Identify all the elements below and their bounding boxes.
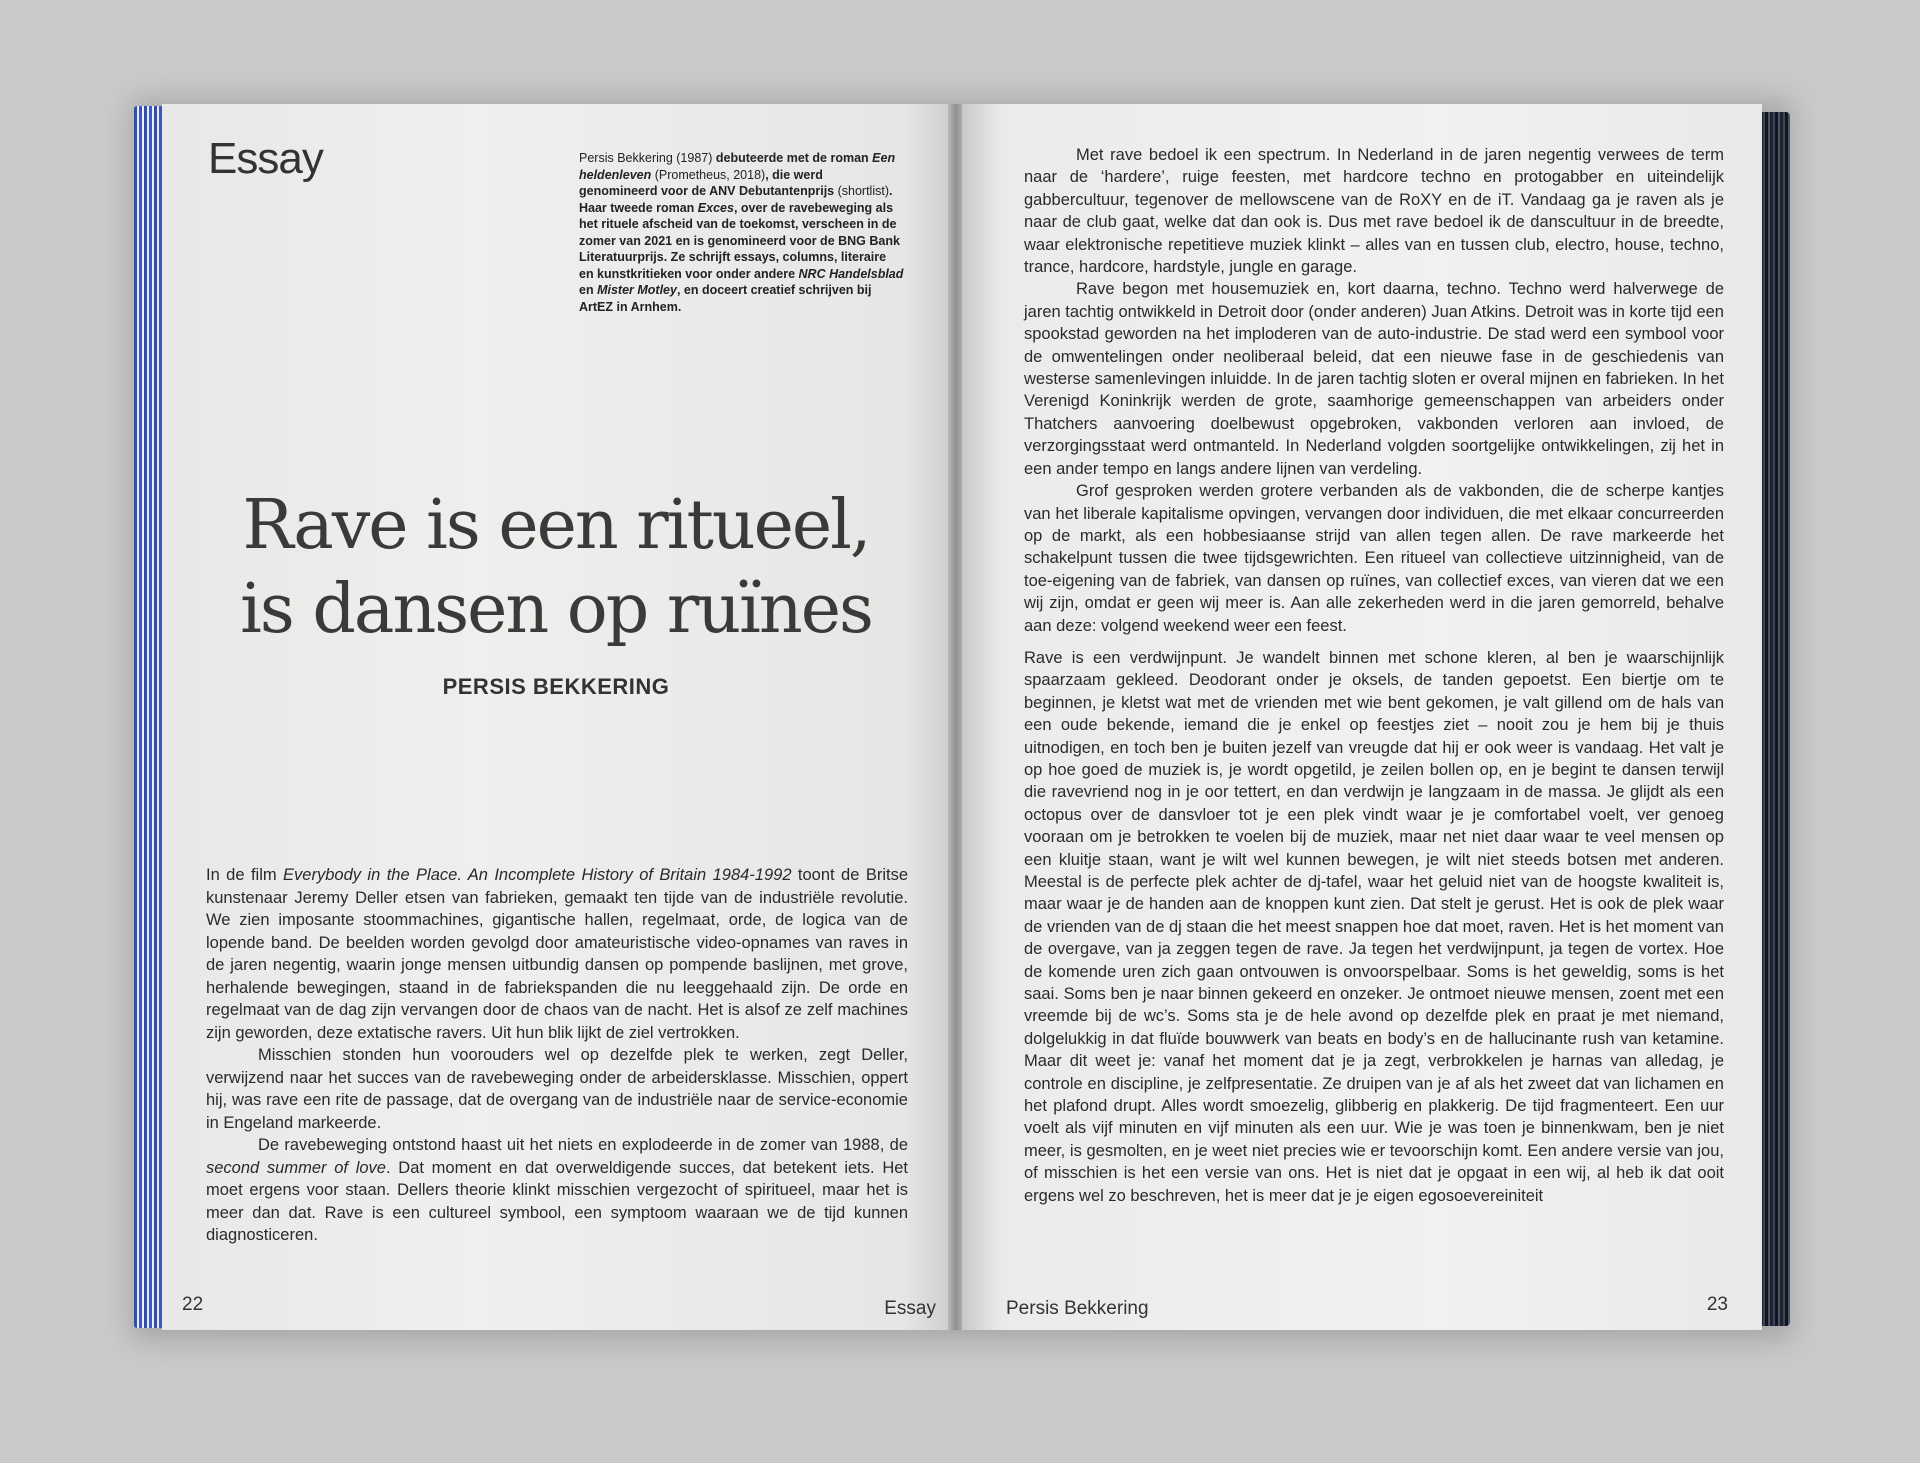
bio-text: . Haar tweede roman: [579, 184, 893, 215]
paragraph: Rave begon met housemuziek en, kort daarna, techno. Techno werd halverwege de jaren tachtig ontwikkeld in Detroit door (onder anderen) Juan Atkins. Detroit was in korte tijd een spookstad geworden na het imploderen van de auto-industrie. De stad werd een symbool voor de omwentelingen onder neoliberaal beleid, dat een nieuwe fase in de geschiedenis van westerse samenlevingen inluidde. In de jaren tachtig sloten er overal mijnen en fabrieken. In het Verenigd Koninkrijk werden de grote, saamhorige gemeenschappen van arbeiders onder Thatchers aanvoering doelbewust opgebroken, vakbonden verloren aan invloed, de verzorgingsstaat werd ontmanteld. In Nederland volgden soortgelijke ontwikkelingen, zij het in een ander tempo en langs andere lijnen van verdeling.: [1024, 280, 1724, 478]
bio-text: , over de ravebeweging als het rituele afscheid van de toekomst, verscheen in de zomer van 2021 en is genomineerd voor de BNG Bank Literatuurprijs. Ze schrijft essays, columns, literaire en kunstkritieken voor onder andere: [579, 200, 900, 281]
section-break: [1024, 637, 1724, 647]
paragraph-text: toont de Britse kunstenaar Jeremy Deller etsen van fabrieken, gemaakt ten tijde van de industriële revolutie. We zien imposante stoommachines, gigantische hallen, regelmaat, orde, de logica van de lopende band. De beelden worden gevolgd door amateuristische video-opnames van raves in de jaren negentig, waarin jonge mensen uitbundig dansen op pompende baslijnen, met grove, herhalende bewegingen, staand in de fabriekspanden die nu leeggehaald zijn. De orde en regelmaat van de dag zijn vervangen door de chaos van de nacht. Het is alsof ze zelf machines zijn geworden, deze extatische ravers. Uit hun blik lijkt de ziel vertrokken.: [206, 866, 908, 1042]
paragraph: Grof gesproken werden grotere verbanden als de vakbonden, die de scherpe kantjes van het liberale kapitalisme opvingen, vervangen door individuen, die met elkaar concurreerden op de markt, als een hobbesiaanse strijd van allen tegen allen. De rave markeerde het schakelpunt tussen die twee tijdsgewrichten. Een ritueel van collectieve uitzinnigheid, van de toe-eigening van de fabriek, van dansen op ruïnes, van collectief exces, van vieren dat we een wij zijn, omdat er geen wij meer is. Aan alle zekerheden werd in die jaren gemorreld, behalve aan deze: volgend weekend weer een feest.: [1024, 482, 1724, 635]
paragraph-text: De ravebeweging ontstond haast uit het niets en explodeerde in de zomer van 1988, de: [258, 1136, 908, 1154]
emphasis: second summer of love: [206, 1158, 386, 1177]
bio-text: (shortlist): [837, 184, 890, 198]
body-text-left: [206, 864, 908, 1247]
paragraph: [206, 1134, 908, 1247]
author-bio: [579, 150, 904, 315]
bio-text: (Prometheus, 2018): [651, 167, 766, 182]
bio-text: , die werd genomineerd voor de ANV Debutantenprijs: [579, 167, 838, 198]
film-title: Everybody in the Place. An Incomplete History of Britain 1984-1992: [283, 866, 792, 884]
running-footer-section: Essay: [884, 1298, 936, 1319]
paragraph-text: . Dat moment en dat overweldigende succes, dat betekent iets. Het moet ergens voor staan. Dellers theorie klinkt misschien vergezocht of spiritueel, maar het is meer dan dat. Rave is een cultureel symbool, een symptoom waaraan we de tijd kunnen diagnosticeren.: [206, 1158, 908, 1244]
bio-book-title: Exces: [697, 200, 734, 215]
page-number-left: 22: [182, 1294, 204, 1315]
bio-text: en: [579, 283, 598, 297]
paragraph-text: In de film: [206, 866, 284, 884]
paragraph: Met rave bedoel ik een spectrum. In Nederland in de jaren negentig verwees de term naar de ‘hardere’, ruige feesten, met hardcore techno en protogabber en uiteindelijk gabbercultuur, tegenover de mellowscene van de RoXY en de iT. Vandaag ga je raven als je naar de club gaat, welke dat dan ook is. Dus met rave bedoel ik de danscultuur in de breedte, waar elektronische repetitieve muziek klinkt – alles van en tussen club, electro, house, techno, trance, hardcore, hardstyle, jungle en garage.: [1024, 146, 1724, 277]
running-footer-author: Persis Bekkering: [1006, 1298, 1149, 1319]
paragraph: Rave is een verdwijnpunt. Je wandelt binnen met schone kleren, al ben je waarschijnlijk spaarzaam gekleed. Deodorant onder je oksels, de tanden gepoetst. Een biertje om te beginnen, je kletst wat met de vrienden met wie bent gekomen, je valt gillend om de hals van een oude bekende, iemand die je enkel op feestjes ziet – nooit zou je hem bij je thuis uitnodigen, en toch ben je buiten jezelf van vreugde dat hij er ook weer is vandaag. Het valt je op hoe goed de muziek is, je wordt opgetild, je zeilen bollen op, en je begint te dansen terwijl die ravevriend nog in je oor tettert, en dan verdwijn je langzaam in de massa. Je glijdt als een octopus over de dansvloer tot je een plek vindt waar je je comfortabel voelt, ver genoeg vooraan om je betrokken te voelen bij de muziek, maar net niet daar waar te veel mensen op een kluitje staan, want je wilt wel kunnen bewegen, je wilt niet steeds botsen met anderen. Meestal is de perfecte plek achter de dj-tafel, waar het geluid niet van de hoogste kwaliteit is, maar waar je de handen aan de knoppen kunt zien. Dat stelt je gerust. Het is ook de plek waar de vrienden van de dj staan die het meest snappen hoe dat moet, raven. Het is het moment van de overgave, van ja zeggen tegen de rave. Ja tegen het verdwijnpunt, ja tegen de vortex. Hoe de komende uren zich gaan ontvouwen is onvoorspelbaar. Soms is het geweldig, soms is het saai. Soms ben je naar binnen gekeerd en onzeker. Je ontmoet nieuwe mensen, zoent met een vreemde bij de wc’s. Soms sta je de hele avond op dezelfde plek en praat je met niemand, dolgelukkig in dat fluïde bouwwerk van beats en body’s en de hallucinante rush van ketamine. Maar dit weet je: vanaf het moment dat je ja zegt, verbrokkelen je harnas van alledag, je controle en discipline, je zelfpresentatie. Ze druipen van je af als het zweet dat van lichamen en het plafond drupt. Alles wordt smoezelig, glibberig en plakkerig. De tijd fragmenteert. Een uur voelt als vijf minuten en vijf minuten als een uur. Wie je was toen je binnenkwam, ben je niet meer, is gesmolten, en je weet niet precies wie er tevoorschijn komt. Een andere versie van jou, of misschien is het een versie van ons. Het is niet dat je opgaat in een wij, al heb ik dat ooit ergens wel zo beschreven, het is meer dat je je eigen egosoevereiniteit: [1024, 648, 1724, 1205]
left-page: [162, 104, 950, 1330]
title-line-2: is dansen op ruïnes: [240, 570, 872, 649]
paragraph: Misschien stonden hun voorouders wel op dezelfde plek te werken, zegt Deller, verwijzend naar het succes van de ravebeweging onder de arbeidersklasse. Misschien, oppert hij, was rave een rite de passage, dat de overgang van de industriële naar de service-economie in Engeland markeerde.: [206, 1046, 908, 1132]
article-author: PERSIS BEKKERING: [442, 674, 670, 699]
bio-book-title: Een heldenleven: [579, 151, 896, 182]
bio-text: Persis Bekkering (1987): [579, 151, 716, 165]
section-label: Essay: [208, 134, 323, 183]
bio-publication: NRC Handelsblad: [798, 266, 904, 281]
page-stack-right: [1760, 112, 1790, 1326]
bio-publication: Mister Motley: [597, 283, 677, 297]
title-line-1: Rave is een ritueel,: [242, 486, 870, 565]
body-text-right: [1024, 144, 1724, 1207]
page-number-right: 23: [1706, 1294, 1728, 1315]
article-title: [162, 484, 950, 652]
page-stack-left: [134, 106, 164, 1328]
paragraph: [206, 864, 908, 1044]
bio-text: , en doceert creatief schrijven bij ArtEZ in Arnhem.: [579, 283, 872, 314]
bio-text: debuteerde met de roman: [715, 151, 873, 165]
right-page: [962, 104, 1762, 1330]
